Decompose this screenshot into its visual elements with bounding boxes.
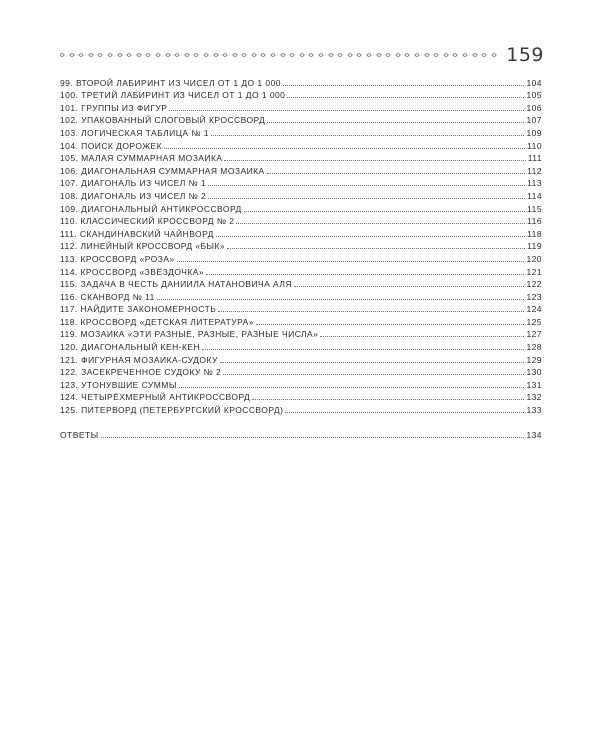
toc-entry-title: 119. МОЗАИКА «ЭТИ РАЗНЫЕ, РАЗНЫЕ, РАЗНЫЕ ЧИСЛА» [60,329,319,340]
dot-leader [179,387,525,388]
dot-leader [220,362,525,363]
toc-entry-page: 118 [527,228,542,239]
toc-entry [60,366,542,379]
toc-entry-page: 106 [526,102,542,113]
diamond-ornament-icon [481,53,487,57]
page-header [60,44,544,66]
toc-entry-title: 123. УТОНУВШИЕ СУММЫ [60,379,177,390]
toc-entry-title: ОТВЕТЫ [60,429,99,440]
toc-entry [60,378,542,391]
dot-leader [208,198,525,199]
toc-entry-title: 103. ЛОГИЧЕСКАЯ ТАБЛИЦА № 1 [60,127,209,138]
diamond-ornament-icon [98,53,104,57]
toc-entry-title: 116. СКАНВОРД № 11 [60,291,155,302]
toc-entry [60,265,542,278]
diamond-ornament-icon [88,53,94,57]
toc-entry [60,303,542,316]
diamond-ornament-icon [107,53,113,57]
toc-entry [60,114,542,127]
dot-leader [236,223,525,224]
dot-leader [252,399,524,400]
toc-entry-title: 104. ПОИСК ДОРОЖЕК [60,140,163,151]
toc-entry-title: 117. НАЙДИТЕ ЗАКОНОМЕРНОСТЬ [60,304,217,315]
dot-leader [101,437,525,438]
toc-entry [60,101,542,114]
toc-entry [60,227,542,240]
toc-entry-title: 125. ПИТЕРВОРД (ПЕТЕРБУРГСКИЙ КРОССВОРД) [60,405,284,416]
toc-entry-page: 114 [527,190,542,201]
diamond-ornament-icon [155,53,161,57]
diamond-ornament-icon [462,53,468,57]
diamond-ornament-icon [376,53,382,57]
toc-entry-page: 132 [526,392,542,403]
toc-entry [60,290,542,303]
dot-leader [202,349,524,350]
dot-leader [224,160,525,161]
diamond-ornament-icon [453,53,459,57]
toc-entry-page: 125 [526,316,542,327]
toc-entry [60,340,542,353]
toc-entry-page: 121 [526,266,542,277]
toc-entry-title: 110. КЛАССИЧЕСКИЙ КРОССВОРД № 2 [60,216,235,227]
toc-entry [60,152,542,165]
diamond-ornament-icon [203,53,209,57]
diamond-ornament-icon [232,53,238,57]
diamond-ornament-icon [251,53,257,57]
dot-leader [320,336,524,337]
toc-entry [60,89,542,102]
diamond-ornament-icon [472,53,478,57]
diamond-ornament-icon [309,53,315,57]
diamond-ornament-icon [117,53,123,57]
diamond-ornament-icon [270,53,276,57]
diamond-ornament-icon [184,53,190,57]
dot-leader [169,110,524,111]
toc-entry [60,391,542,404]
diamond-ornament-icon [289,53,295,57]
toc-entry-page: 116 [527,216,542,227]
dot-leader [244,211,525,212]
diamond-ornament-icon [78,53,84,57]
dot-leader [294,286,524,287]
diamond-ornament-icon [222,53,228,57]
dot-leader [267,122,524,123]
dot-leader [285,412,524,413]
toc-entry [60,353,542,366]
toc-entry-title: 122. ЗАСЕКРЕЧЕННОЕ СУДОКУ № 2 [60,367,222,378]
toc-entry [60,252,542,265]
toc-entry-title: 107. ДИАГОНАЛЬ ИЗ ЧИСЕЛ № 1 [60,178,207,189]
diamond-ornament-icon [165,53,171,57]
diamond-ornament-icon [60,53,65,57]
toc-entry-page: 123 [526,291,542,302]
toc-entry [60,189,542,202]
toc-entry-title: 115. ЗАДАЧА В ЧЕСТЬ ДАНИИЛА НАТАНОВИЧА АЛЯ [60,279,292,290]
toc-entry-title: 111. СКАНДИНАВСКИЙ ЧАЙНВОРД [60,228,214,239]
toc-entry-title: 99. ВТОРОЙ ЛАБИРИНТ ИЗ ЧИСЕЛ ОТ 1 ДО 1 000 [60,77,281,88]
toc-entry-page: 124 [526,304,542,315]
toc-entry-title: 121. ФИГУРНАЯ МОЗАИКА-СУДОКУ [60,354,218,365]
toc-entry-page: 119 [527,241,542,252]
toc-entry-page: 104 [526,77,542,88]
toc-entry [60,177,542,190]
toc-entry-page: 131 [526,379,542,390]
toc-entry-page: 105 [526,90,542,101]
toc-entry [60,139,542,152]
diamond-ornament-icon [193,53,199,57]
toc-entry [60,76,542,89]
dot-leader [218,311,524,312]
toc-entry-title: 112. ЛИНЕЙНЫЙ КРОССВОРД «БЫК» [60,241,226,252]
diamond-ornament-icon [328,53,334,57]
toc-entry-page: 112 [527,165,542,176]
toc-entry-title: 106. ДИАГОНАЛЬНАЯ СУММАРНАЯ МОЗАИКА [60,165,265,176]
diamond-ornament-icon [299,53,305,57]
diamond-ornament-icon [366,53,372,57]
toc-entry [60,278,542,291]
diamond-ornament-icon [136,53,142,57]
toc-entry-page: 115 [527,203,542,214]
toc-entry-title: 102. УПАКОВАННЫЙ СЛОГОВЫЙ КРОССВОРД [60,115,266,126]
toc-entry [60,328,542,341]
toc-entry-page: 134 [526,429,542,440]
toc-entry [60,403,542,416]
dot-leader [211,135,525,136]
toc-entry-title: 114. КРОССВОРД «ЗВЁЗДОЧКА» [60,266,205,277]
dot-leader [223,374,524,375]
diamond-ornament-icon [146,53,152,57]
toc-entry-title: 124. ЧЕТЫРЁХМЕРНЫЙ АНТИКРОССВОРД [60,392,251,403]
diamond-ornament-icon [126,53,132,57]
diamond-ornament-icon [280,53,286,57]
diamond-ornament-icon [347,53,353,57]
toc-entry-page: 110 [527,140,542,151]
toc-entry [60,315,542,328]
diamond-ornament-icon [337,53,343,57]
diamond-ornament-icon [174,53,180,57]
dot-leader [157,299,525,300]
toc-entry-page: 129 [526,354,542,365]
toc-entry [60,215,542,228]
toc-entry-page: 130 [526,367,542,378]
toc-entry-page: 120 [526,253,542,264]
toc-entry-title: 101. ГРУППЫ ИЗ ФИГУР [60,102,168,113]
toc-entry-title: 108. ДИАГОНАЛЬ ИЗ ЧИСЕЛ № 2 [60,190,207,201]
toc-entry-page: 127 [526,329,542,340]
diamond-ornament-icon [69,53,75,57]
toc-entry [60,126,542,139]
diamond-ornament-icon [433,53,439,57]
diamond-ornament-icon [385,53,391,57]
dot-leader [206,274,524,275]
dot-leader [267,173,525,174]
dot-leader [227,248,525,249]
diamond-ornament-icon [395,53,401,57]
toc-entry-page: 111 [527,153,542,164]
toc-entry-page: 113 [527,178,542,189]
diamond-ornament-row [60,53,506,57]
toc-entry-title: 109. ДИАГОНАЛЬНЫЙ АНТИКРОССВОРД [60,203,242,214]
toc-entry-page: 109 [526,127,542,138]
toc-entry-title: 113. КРОССВОРД «РОЗА» [60,253,175,264]
diamond-ornament-icon [491,53,497,57]
toc-entry-title: 118. КРОССВОРД «ДЕТСКАЯ ЛИТЕРАТУРА» [60,316,254,327]
diamond-ornament-icon [414,53,420,57]
dot-leader [256,324,525,325]
dot-leader [287,97,524,98]
diamond-ornament-icon [241,53,247,57]
dot-leader [164,148,525,149]
toc-entry [60,202,542,215]
diamond-ornament-icon [405,53,411,57]
dot-leader [177,261,525,262]
table-of-contents [60,76,542,441]
toc-entry-title: 105. МАЛАЯ СУММАРНАЯ МОЗАИКА [60,153,223,164]
page-number: 159 [506,44,544,66]
dot-leader [283,85,524,86]
toc-entry-page: 122 [526,279,542,290]
toc-entry-title: 100. ТРЕТИЙ ЛАБИРИНТ ИЗ ЧИСЕЛ ОТ 1 ДО 1 000 [60,90,286,101]
diamond-ornament-icon [261,53,267,57]
diamond-ornament-icon [357,53,363,57]
toc-entry [60,240,542,253]
diamond-ornament-icon [318,53,324,57]
toc-entry-page: 133 [526,405,542,416]
diamond-ornament-icon [443,53,449,57]
diamond-ornament-icon [424,53,430,57]
toc-entry-page: 128 [526,342,542,353]
toc-entry-answers [60,428,542,441]
toc-entry [60,164,542,177]
dot-leader [208,185,525,186]
diamond-ornament-icon [213,53,219,57]
toc-entry-page: 107 [526,115,542,126]
dot-leader [216,236,525,237]
toc-entry-title: 120. ДИАГОНАЛЬНЫЙ КЕН-КЕН [60,342,201,353]
